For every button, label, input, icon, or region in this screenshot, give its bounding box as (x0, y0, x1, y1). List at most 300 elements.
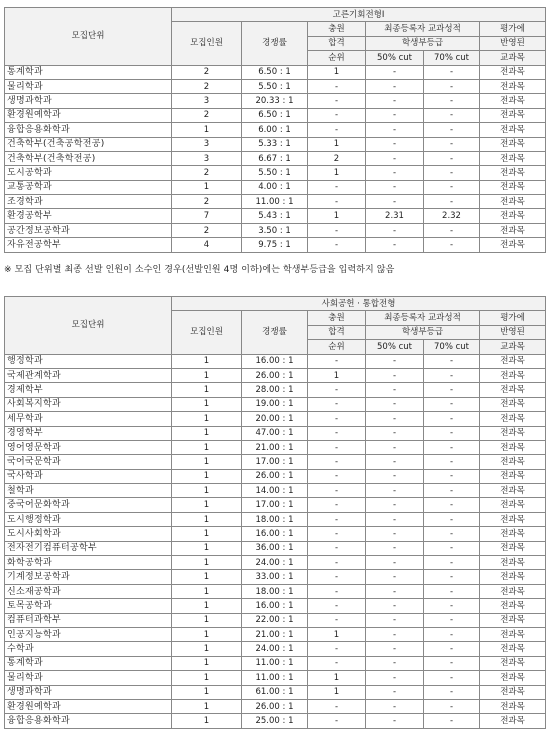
cut50-value: - (366, 440, 424, 454)
competition-rate: 6.50 : 1 (242, 65, 308, 79)
unit-name: 도시행정학과 (5, 512, 172, 526)
unit-name: 경영학부 (5, 426, 172, 440)
cut70-value: - (424, 512, 480, 526)
order-rank: - (308, 440, 366, 454)
cut70-value: - (424, 354, 480, 368)
unit-name: 통계학과 (5, 656, 172, 670)
reflected-subjects: 전과목 (480, 440, 546, 454)
cut70-value: - (424, 714, 480, 728)
order-rank: - (308, 94, 366, 108)
reflected-subjects: 전과목 (480, 223, 546, 237)
table-row (5, 613, 546, 627)
unit-name: 국어국문학과 (5, 455, 172, 469)
cut70-value: - (424, 685, 480, 699)
unit-name: 물리학과 (5, 79, 172, 93)
unit-name: 신소재공학과 (5, 584, 172, 598)
recruit-count: 1 (172, 714, 242, 728)
header-group-title: 사회공헌 · 통합전형 (172, 297, 546, 311)
table-row (5, 123, 546, 137)
header-reflect-3: 교과목 (480, 340, 546, 354)
reflected-subjects: 전과목 (480, 498, 546, 512)
unit-name: 수학과 (5, 642, 172, 656)
table-1-body (5, 65, 546, 252)
unit-name: 건축학부(건축학전공) (5, 151, 172, 165)
recruit-count: 1 (172, 556, 242, 570)
cut70-value: - (424, 656, 480, 670)
table-row (5, 209, 546, 223)
reflected-subjects: 전과목 (480, 383, 546, 397)
header-cut70: 70% cut (424, 340, 480, 354)
header-order-3: 순위 (308, 340, 366, 354)
order-rank: - (308, 599, 366, 613)
header-reflect-1: 평가에 (480, 22, 546, 36)
reflected-subjects: 전과목 (480, 671, 546, 685)
table-row (5, 556, 546, 570)
reflected-subjects: 전과목 (480, 541, 546, 555)
order-rank: 1 (308, 671, 366, 685)
cut50-value: - (366, 627, 424, 641)
cut50-value: - (366, 238, 424, 252)
cut50-value: - (366, 671, 424, 685)
table-row (5, 238, 546, 252)
recruit-count: 1 (172, 671, 242, 685)
table-row (5, 685, 546, 699)
order-rank: 1 (308, 166, 366, 180)
reflected-subjects: 전과목 (480, 180, 546, 194)
table-row (5, 484, 546, 498)
reflected-subjects: 전과목 (480, 584, 546, 598)
competition-rate: 18.00 : 1 (242, 512, 308, 526)
cut70-value: - (424, 65, 480, 79)
order-rank: - (308, 512, 366, 526)
order-rank: - (308, 426, 366, 440)
recruit-count: 1 (172, 180, 242, 194)
competition-rate: 6.50 : 1 (242, 108, 308, 122)
recruit-count: 1 (172, 599, 242, 613)
table-2-header (5, 297, 546, 355)
recruit-count: 1 (172, 685, 242, 699)
admission-table-1 (4, 7, 546, 253)
unit-name: 교통공학과 (5, 180, 172, 194)
header-recruit: 모집인원 (172, 311, 242, 354)
cut70-value: - (424, 238, 480, 252)
header-group-title: 고른기회전형Ⅰ (172, 8, 546, 22)
cut50-value: - (366, 599, 424, 613)
cut50-value: 2.31 (366, 209, 424, 223)
unit-name: 중국어문화학과 (5, 498, 172, 512)
unit-name: 조경학과 (5, 195, 172, 209)
reflected-subjects: 전과목 (480, 209, 546, 223)
recruit-count: 2 (172, 65, 242, 79)
footnote: ※ 모집 단위별 최종 선발 인원이 소수인 경우(선발인원 4명 이하)에는 학생부등급을 입력하지 않음 (4, 265, 395, 275)
cut70-value: 2.32 (424, 209, 480, 223)
table-2-body (5, 354, 546, 728)
competition-rate: 5.50 : 1 (242, 79, 308, 93)
cut70-value: - (424, 151, 480, 165)
cut50-value: - (366, 94, 424, 108)
recruit-count: 2 (172, 108, 242, 122)
cut70-value: - (424, 671, 480, 685)
order-rank: - (308, 584, 366, 598)
header-cut50: 50% cut (366, 51, 424, 65)
competition-rate: 17.00 : 1 (242, 455, 308, 469)
competition-rate: 5.33 : 1 (242, 137, 308, 151)
header-final-2: 학생부등급 (366, 36, 480, 50)
table-1-header (5, 8, 546, 66)
cut50-value: - (366, 426, 424, 440)
table-row (5, 354, 546, 368)
unit-name: 기계정보공학과 (5, 570, 172, 584)
order-rank: - (308, 412, 366, 426)
cut50-value: - (366, 455, 424, 469)
recruit-count: 2 (172, 79, 242, 93)
unit-name: 토목공학과 (5, 599, 172, 613)
reflected-subjects: 전과목 (480, 426, 546, 440)
competition-rate: 11.00 : 1 (242, 671, 308, 685)
table-row (5, 180, 546, 194)
competition-rate: 26.00 : 1 (242, 469, 308, 483)
table-row (5, 599, 546, 613)
cut70-value: - (424, 383, 480, 397)
table-row (5, 440, 546, 454)
unit-name: 생명과학과 (5, 685, 172, 699)
table-row (5, 469, 546, 483)
competition-rate: 16.00 : 1 (242, 599, 308, 613)
competition-rate: 36.00 : 1 (242, 541, 308, 555)
table-row (5, 570, 546, 584)
competition-rate: 5.43 : 1 (242, 209, 308, 223)
recruit-count: 1 (172, 570, 242, 584)
table-row (5, 397, 546, 411)
cut70-value: - (424, 123, 480, 137)
competition-rate: 21.00 : 1 (242, 440, 308, 454)
reflected-subjects: 전과목 (480, 123, 546, 137)
cut70-value: - (424, 180, 480, 194)
cut50-value: - (366, 469, 424, 483)
recruit-count: 1 (172, 383, 242, 397)
competition-rate: 3.50 : 1 (242, 223, 308, 237)
cut70-value: - (424, 94, 480, 108)
cut70-value: - (424, 368, 480, 382)
competition-rate: 26.00 : 1 (242, 368, 308, 382)
competition-rate: 17.00 : 1 (242, 498, 308, 512)
cut50-value: - (366, 65, 424, 79)
header-order-1: 충원 (308, 311, 366, 325)
cut50-value: - (366, 180, 424, 194)
unit-name: 도시공학과 (5, 166, 172, 180)
header-order-2: 합격 (308, 36, 366, 50)
order-rank: - (308, 397, 366, 411)
reflected-subjects: 전과목 (480, 642, 546, 656)
header-competition: 경쟁률 (242, 311, 308, 354)
order-rank: - (308, 123, 366, 137)
reflected-subjects: 전과목 (480, 238, 546, 252)
unit-name: 물리학과 (5, 671, 172, 685)
recruit-count: 1 (172, 699, 242, 713)
table-row (5, 383, 546, 397)
order-rank: 1 (308, 627, 366, 641)
reflected-subjects: 전과목 (480, 368, 546, 382)
unit-name: 환경공학부 (5, 209, 172, 223)
order-rank: - (308, 354, 366, 368)
cut50-value: - (366, 397, 424, 411)
recruit-count: 3 (172, 94, 242, 108)
reflected-subjects: 전과목 (480, 527, 546, 541)
competition-rate: 25.00 : 1 (242, 714, 308, 728)
cut50-value: - (366, 642, 424, 656)
competition-rate: 33.00 : 1 (242, 570, 308, 584)
table-row (5, 627, 546, 641)
unit-name: 화학공학과 (5, 556, 172, 570)
table-row (5, 412, 546, 426)
competition-rate: 24.00 : 1 (242, 642, 308, 656)
cut50-value: - (366, 656, 424, 670)
cut70-value: - (424, 195, 480, 209)
reflected-subjects: 전과목 (480, 469, 546, 483)
competition-rate: 20.33 : 1 (242, 94, 308, 108)
competition-rate: 9.75 : 1 (242, 238, 308, 252)
cut70-value: - (424, 166, 480, 180)
reflected-subjects: 전과목 (480, 412, 546, 426)
competition-rate: 47.00 : 1 (242, 426, 308, 440)
recruit-count: 1 (172, 440, 242, 454)
competition-rate: 18.00 : 1 (242, 584, 308, 598)
header-final: 최종등록자 교과성적 (366, 22, 480, 36)
table-row (5, 94, 546, 108)
reflected-subjects: 전과목 (480, 613, 546, 627)
recruit-count: 1 (172, 397, 242, 411)
table-row (5, 166, 546, 180)
order-rank: - (308, 498, 366, 512)
unit-name: 인공지능학과 (5, 627, 172, 641)
cut50-value: - (366, 108, 424, 122)
unit-name: 공간정보공학과 (5, 223, 172, 237)
competition-rate: 5.50 : 1 (242, 166, 308, 180)
recruit-count: 3 (172, 137, 242, 151)
cut50-value: - (366, 166, 424, 180)
unit-name: 세무학과 (5, 412, 172, 426)
table-row (5, 498, 546, 512)
order-rank: - (308, 238, 366, 252)
recruit-count: 1 (172, 584, 242, 598)
competition-rate: 22.00 : 1 (242, 613, 308, 627)
reflected-subjects: 전과목 (480, 79, 546, 93)
order-rank: - (308, 656, 366, 670)
cut50-value: - (366, 699, 424, 713)
recruit-count: 1 (172, 642, 242, 656)
table-row (5, 151, 546, 165)
header-reflect-3: 교과목 (480, 51, 546, 65)
header-final-2: 학생부등급 (366, 325, 480, 339)
cut50-value: - (366, 541, 424, 555)
header-reflect-1: 평가에 (480, 311, 546, 325)
unit-name: 융합응용화학과 (5, 123, 172, 137)
cut70-value: - (424, 556, 480, 570)
cut50-value: - (366, 527, 424, 541)
cut70-value: - (424, 108, 480, 122)
reflected-subjects: 전과목 (480, 455, 546, 469)
order-rank: - (308, 541, 366, 555)
order-rank: - (308, 556, 366, 570)
order-rank: - (308, 714, 366, 728)
recruit-count: 1 (172, 656, 242, 670)
cut50-value: - (366, 498, 424, 512)
reflected-subjects: 전과목 (480, 656, 546, 670)
cut70-value: - (424, 440, 480, 454)
order-rank: 1 (308, 209, 366, 223)
reflected-subjects: 전과목 (480, 570, 546, 584)
cut70-value: - (424, 397, 480, 411)
cut50-value: - (366, 512, 424, 526)
header-order-2: 합격 (308, 325, 366, 339)
unit-name: 환경원예학과 (5, 699, 172, 713)
cut70-value: - (424, 484, 480, 498)
reflected-subjects: 전과목 (480, 599, 546, 613)
reflected-subjects: 전과목 (480, 512, 546, 526)
cut70-value: - (424, 498, 480, 512)
order-rank: - (308, 108, 366, 122)
competition-rate: 11.00 : 1 (242, 656, 308, 670)
order-rank: - (308, 484, 366, 498)
recruit-count: 7 (172, 209, 242, 223)
competition-rate: 19.00 : 1 (242, 397, 308, 411)
recruit-count: 1 (172, 527, 242, 541)
recruit-count: 1 (172, 412, 242, 426)
order-rank: - (308, 570, 366, 584)
cut70-value: - (424, 699, 480, 713)
reflected-subjects: 전과목 (480, 151, 546, 165)
header-order-1: 충원 (308, 22, 366, 36)
competition-rate: 11.00 : 1 (242, 195, 308, 209)
table-row (5, 656, 546, 670)
recruit-count: 1 (172, 469, 242, 483)
cut50-value: - (366, 137, 424, 151)
cut70-value: - (424, 455, 480, 469)
table-row (5, 512, 546, 526)
reflected-subjects: 전과목 (480, 397, 546, 411)
unit-name: 경제학부 (5, 383, 172, 397)
cut50-value: - (366, 123, 424, 137)
cut50-value: - (366, 354, 424, 368)
order-rank: 2 (308, 151, 366, 165)
cut50-value: - (366, 484, 424, 498)
competition-rate: 16.00 : 1 (242, 354, 308, 368)
table-row (5, 65, 546, 79)
table-row (5, 527, 546, 541)
cut50-value: - (366, 223, 424, 237)
competition-rate: 24.00 : 1 (242, 556, 308, 570)
header-cut70: 70% cut (424, 51, 480, 65)
header-competition: 경쟁률 (242, 22, 308, 65)
unit-name: 도시사회학과 (5, 527, 172, 541)
cut70-value: - (424, 137, 480, 151)
recruit-count: 2 (172, 223, 242, 237)
recruit-count: 1 (172, 613, 242, 627)
cut70-value: - (424, 426, 480, 440)
unit-name: 전자전기컴퓨터공학부 (5, 541, 172, 555)
cut70-value: - (424, 599, 480, 613)
header-reflect-2: 반영된 (480, 325, 546, 339)
header-cut50: 50% cut (366, 340, 424, 354)
table-row (5, 79, 546, 93)
recruit-count: 4 (172, 238, 242, 252)
order-rank: - (308, 642, 366, 656)
unit-name: 건축학부(건축공학전공) (5, 137, 172, 151)
competition-rate: 6.67 : 1 (242, 151, 308, 165)
unit-name: 국사학과 (5, 469, 172, 483)
reflected-subjects: 전과목 (480, 137, 546, 151)
unit-name: 통계학과 (5, 65, 172, 79)
recruit-count: 1 (172, 123, 242, 137)
table-row (5, 223, 546, 237)
order-rank: - (308, 180, 366, 194)
header-reflect-2: 반영된 (480, 36, 546, 50)
header-order-3: 순위 (308, 51, 366, 65)
cut70-value: - (424, 223, 480, 237)
competition-rate: 21.00 : 1 (242, 627, 308, 641)
cut70-value: - (424, 79, 480, 93)
cut50-value: - (366, 584, 424, 598)
competition-rate: 20.00 : 1 (242, 412, 308, 426)
order-rank: - (308, 699, 366, 713)
recruit-count: 1 (172, 498, 242, 512)
unit-name: 영어영문학과 (5, 440, 172, 454)
recruit-count: 1 (172, 541, 242, 555)
cut50-value: - (366, 714, 424, 728)
recruit-count: 1 (172, 368, 242, 382)
recruit-count: 1 (172, 455, 242, 469)
order-rank: - (308, 455, 366, 469)
table-row (5, 584, 546, 598)
order-rank: - (308, 527, 366, 541)
competition-rate: 6.00 : 1 (242, 123, 308, 137)
order-rank: 1 (308, 137, 366, 151)
competition-rate: 16.00 : 1 (242, 527, 308, 541)
cut50-value: - (366, 556, 424, 570)
competition-rate: 61.00 : 1 (242, 685, 308, 699)
recruit-count: 1 (172, 354, 242, 368)
header-unit: 모집단위 (5, 8, 172, 66)
competition-rate: 14.00 : 1 (242, 484, 308, 498)
competition-rate: 26.00 : 1 (242, 699, 308, 713)
cut70-value: - (424, 527, 480, 541)
table-row (5, 642, 546, 656)
cut50-value: - (366, 613, 424, 627)
table-row (5, 195, 546, 209)
reflected-subjects: 전과목 (480, 108, 546, 122)
recruit-count: 2 (172, 195, 242, 209)
table-row (5, 455, 546, 469)
cut70-value: - (424, 642, 480, 656)
unit-name: 철학과 (5, 484, 172, 498)
competition-rate: 4.00 : 1 (242, 180, 308, 194)
table-row (5, 671, 546, 685)
order-rank: - (308, 195, 366, 209)
order-rank: - (308, 79, 366, 93)
table-row (5, 368, 546, 382)
header-recruit: 모집인원 (172, 22, 242, 65)
reflected-subjects: 전과목 (480, 65, 546, 79)
cut50-value: - (366, 79, 424, 93)
cut70-value: - (424, 627, 480, 641)
table-row (5, 108, 546, 122)
unit-name: 환경원예학과 (5, 108, 172, 122)
cut70-value: - (424, 412, 480, 426)
unit-name: 행정학과 (5, 354, 172, 368)
order-rank: - (308, 383, 366, 397)
reflected-subjects: 전과목 (480, 354, 546, 368)
cut50-value: - (366, 412, 424, 426)
